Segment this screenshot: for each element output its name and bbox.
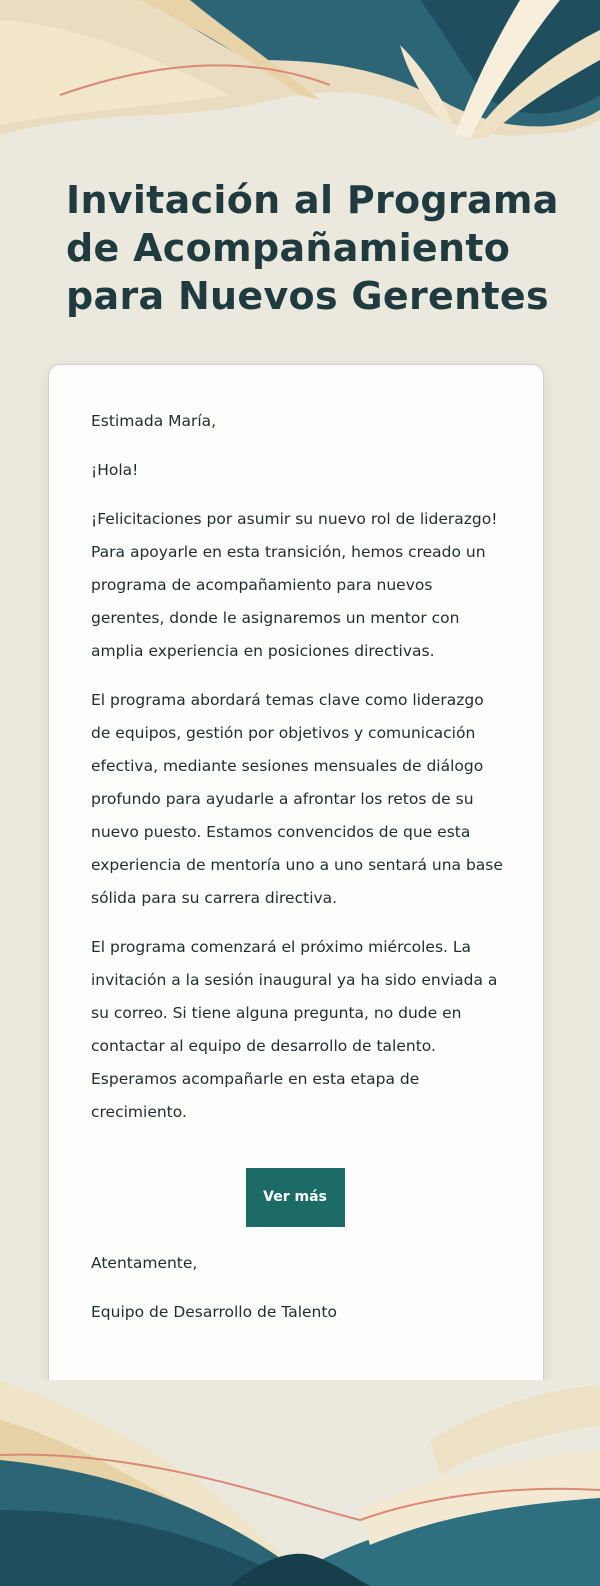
closing: Atentamente, (91, 1254, 198, 1272)
see-more-button[interactable]: Ver más (246, 1168, 345, 1227)
paragraph-program-topics: El programa abordará temas clave como liderazgo de equipos, gestión por objetivos y comunicación efectiva, mediante sesiones mensuales de diálogo profundo para ayudarle a afrontar los retos de su nuevo puesto. Estamos convencidos de que esta experiencia de mentoría uno a uno sentará una base sólida para su carrera directiva. (91, 691, 503, 907)
email-card (48, 364, 544, 1391)
cta-container (91, 1168, 503, 1227)
paragraph-congrats: ¡Felicitaciones por asumir su nuevo rol de liderazgo! Para apoyarle en esta transición, hemos creado un programa de acompañamiento para nuevos gerentes, donde le asignaremos un mentor con amplia experiencia en posiciones directivas. (91, 510, 498, 660)
greeting: ¡Hola! (91, 461, 139, 479)
paragraph-start-date: El programa comenzará el próximo miércoles. La invitación a la sesión inaugural ya ha sido enviada a su correo. Si tiene alguna pregunta, no dude en contactar al equipo de desarrollo de talento. Esperamos acompañarle en esta etapa de crecimiento. (91, 938, 498, 1121)
top-book-banner (0, 0, 600, 160)
signature: Equipo de Desarrollo de Talento (91, 1303, 337, 1321)
page-title: Invitación al Programa de Acompañamiento para Nuevos Gerentes (66, 178, 559, 318)
bottom-book-banner (0, 1380, 600, 1586)
salutation: Estimada María, (91, 412, 217, 430)
